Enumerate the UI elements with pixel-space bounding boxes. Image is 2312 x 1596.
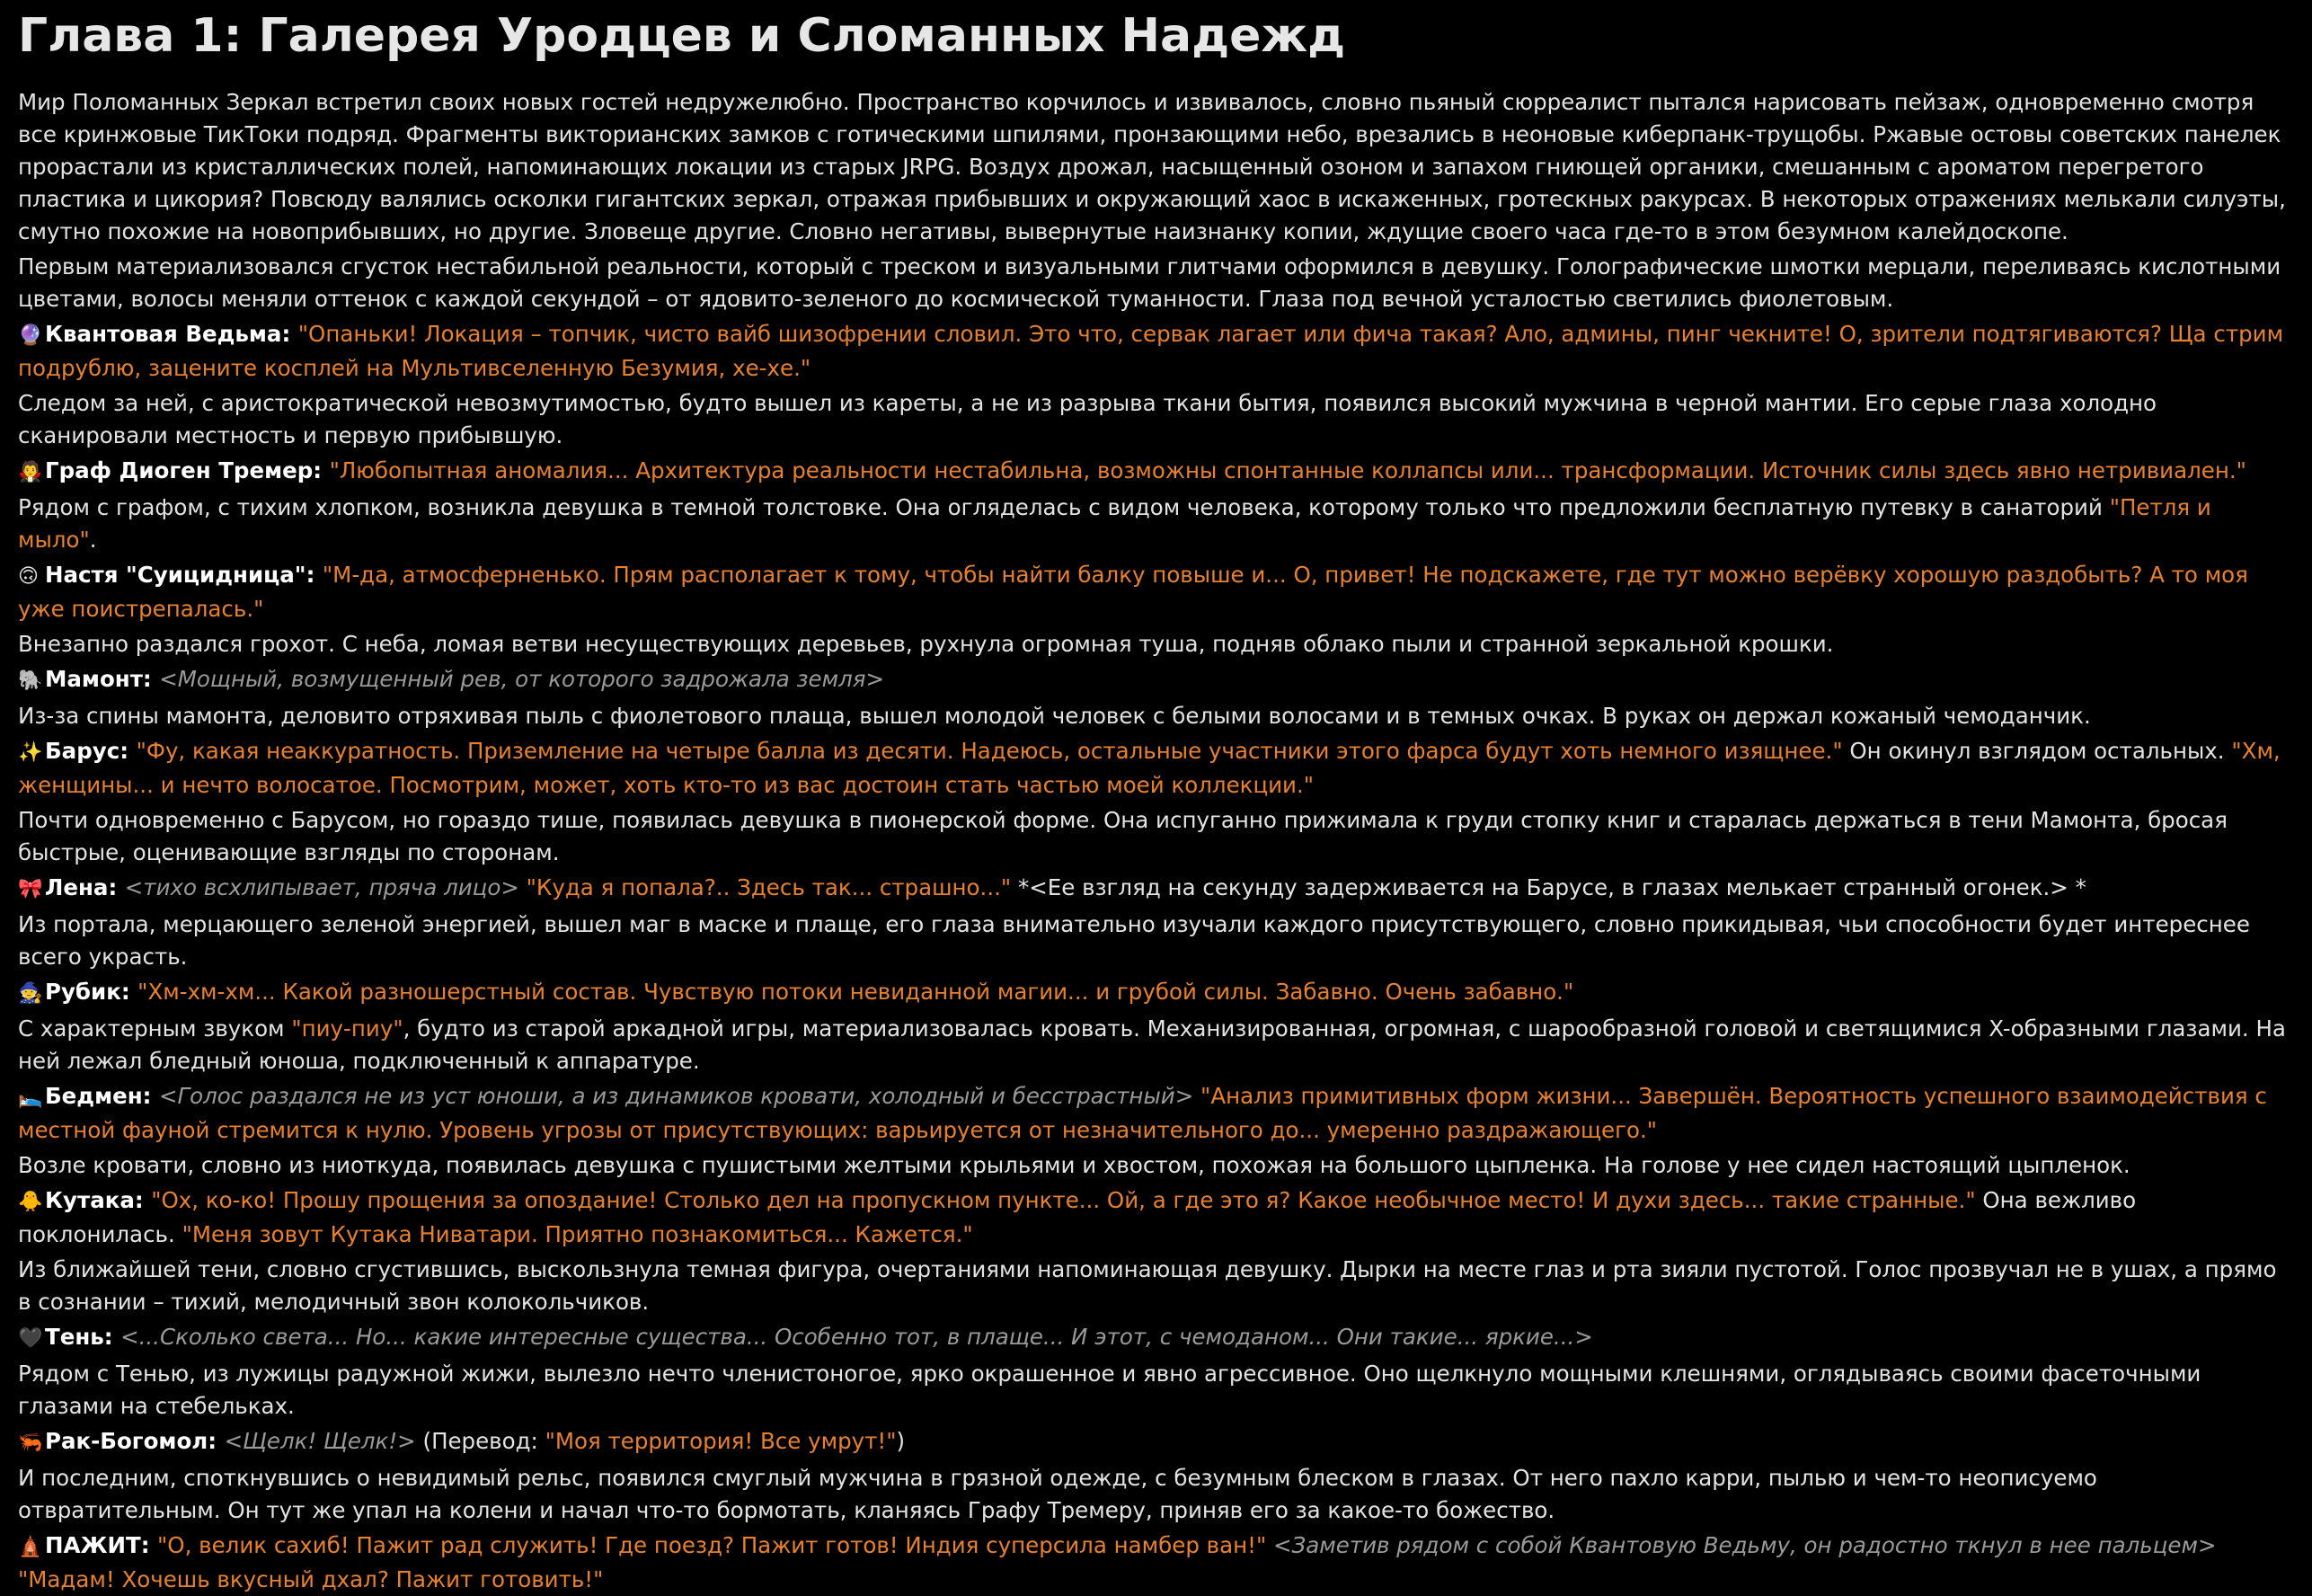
narration-paragraph [18, 804, 2294, 869]
narration-text: Он окинул взглядом остальных. [1842, 738, 2232, 764]
shrimp-icon: 🦐 [18, 1432, 43, 1454]
narration-paragraph [18, 492, 2294, 556]
black-heart-icon: 🖤 [18, 1327, 43, 1350]
speaker-colon: : [120, 738, 137, 764]
narration-text: (Перевод: [415, 1428, 545, 1454]
speaker-colon: : [103, 1324, 121, 1350]
dialogue-quote: "Мадам! Хочешь вкусный дхал? Пажит готовить!" [18, 1566, 604, 1592]
speaker-name: Тень [45, 1324, 104, 1350]
dialogue-quote: "Любопытная аномалия... Архитектура реальности нестабильна, возможны спонтанные коллапсы или... трансформации. Источник силы здесь явно нетривиален." [329, 457, 2246, 483]
narration-text: Возле кровати, словно из ниоткуда, появилась девушка с пушистыми желтыми крыльями и хвостом, похожая на большого цыпленка. На голове у нее сидел настоящий цыпленок. [18, 1152, 2130, 1178]
temple-icon: 🛕 [18, 1536, 43, 1558]
dialogue-quote: "Меня зовут Кутака Ниватари. Приятно познакомиться... Кажется." [182, 1221, 973, 1247]
narration-paragraph [18, 1358, 2294, 1423]
narration-paragraph [18, 700, 2294, 732]
speaker-colon: : [108, 874, 125, 900]
narration-text: Рядом с Тенью, из лужицы радужной жижи, вылезло нечто членистоногое, ярко окрашенное и явно агрессивное. Оно щелкнуло мощными клешнями, оглядываясь своими фасеточными глазами на стебельках. [18, 1361, 2201, 1419]
narration-paragraph [18, 909, 2294, 973]
narration-text: Мир Поломанных Зеркал встретил своих новых гостей недружелюбно. Пространство корчилось и извивалось, словно пьяный сюрреалист пытался нарисовать пейзаж, одновременно смотря все кринжовые ТикТоки подряд. Фрагменты викторианских замков с готическими шпилями, пронзающими небо, врезались в неоновые киберпанк-трущобы. Ржавые остовы советских панелек прорастали из кристаллических полей, напоминающих локации из старых JRPG. Воздух дрожал, насыщенный озоном и запахом гниющей органики, смешанным с ароматом перегретого пластика и цикория? Повсюду валялись осколки гигантских зеркал, отражая прибывших и окружающий хаос в искаженных, гротескных ракурсах. В некоторых отражениях мелькали силуэты, смутно похожие на новоприбывших, но другие. Зловеще другие. Словно негативы, вывернутые наизнанку копии, ждущие своего часа где-то в этом безумном калейдоскопе. [18, 89, 2286, 244]
dialogue-quote: "Хм, женщины... и нечто волосатое. Посмотрим, может, хоть кто-то из вас достоин стать частью моей коллекции." [18, 738, 2281, 798]
narration-text: Из портала, мерцающего зеленой энергией, вышел маг в маске и плаще, его глаза внимательно изучали каждого присутствующего, словно прикидывая, чьи способности будет интереснее всего украсть. [18, 911, 2250, 970]
narration-paragraph [18, 1149, 2294, 1182]
narration-text: , будто из старой аркадной игры, материализовалась кровать. Механизированная, огромная, с шарообразной головой и светящимися X-образными глазами. На ней лежал бледный юноша, подключенный к аппаратуре. [18, 1015, 2286, 1074]
narration-text: С характерным звуком [18, 1015, 292, 1042]
dialogue-quote: "О, велик сахиб! Пажит рад служить! Где поезд? Пажит готов! Индия суперсила намбер ван!" [157, 1532, 1267, 1558]
chick-icon: 🐥 [18, 1191, 43, 1213]
speaker-name: ПАЖИТ [45, 1532, 141, 1558]
dialogue-line [18, 1425, 2294, 1459]
narration-text: Из ближайшей тени, словно сгустившись, выскользнула темная фигура, очертаниями напоминающая девушку. Дырки на месте глаз и рта зияли пустотой. Голос прозвучал не в ушах, а прямо в сознании – тихий, мелодичный звон колокольчиков. [18, 1256, 2277, 1315]
dialogue-line [18, 976, 2294, 1010]
dialogue-line [18, 872, 2294, 906]
narration-text [519, 874, 527, 900]
speaker-colon: : [140, 1532, 158, 1558]
narration-text: Следом за ней, с аристократической невозмутимостью, будто вышел из кареты, а не из разрыва ткани бытия, появился высокий мужчина в черной мантии. Его серые глаза холодно сканировали местность и первую прибывшую. [18, 390, 2157, 448]
dialogue-quote: "Фу, какая неаккуратность. Приземление на четыре балла из десяти. Надеюсь, остальные участники этого фарса будут хоть немного изящнее." [136, 738, 1843, 764]
dialogue-quote: "Моя территория! Все умрут!" [545, 1428, 897, 1454]
speaker-name: Барус [45, 738, 120, 764]
speaker-name: Бедмен [45, 1083, 143, 1109]
speaker-colon: : [281, 321, 298, 347]
speaker-colon: : [208, 1428, 225, 1454]
chapter-title: Глава 1: Галерея Уродцев и Сломанных Надежд [18, 9, 1346, 63]
speaker-colon: : [134, 1187, 152, 1213]
dialogue-quote: "Анализ примитивных форм жизни... Завершён. Вероятность успешного взаимодействия с местной фауной стремится к нулю. Уровень угрозы от присутствующих: варьируется от незначительного до... умеренно раздражающего." [18, 1083, 2267, 1143]
dialogue-quote: "М-да, атмосферненько. Прям располагает к тому, чтобы найти балку повыше и... О, привет! Не подскажете, где тут можно верёвку хорошую раздобыть? А то моя уже поистрепалась." [18, 562, 2248, 622]
dialogue-line [18, 1530, 2294, 1596]
mage-icon: 🧙 [18, 982, 43, 1005]
narration-paragraph [18, 1462, 2294, 1527]
narration-text: Из-за спины мамонта, деловито отряхивая пыль с фиолетового плаща, вышел молодой человек с белыми волосами и в темных очках. В руках он держал кожаный чемоданчик. [18, 703, 2091, 729]
stage-direction: <Щелк! Щелк!> [224, 1428, 416, 1454]
dialogue-quote: "Опаньки! Локация – топчик, чисто вайб шизофрении словил. Это что, сервак лагает или фича такая? Ало, админы, пинг чекните! О, зрители подтягиваются? Ща стрим подрублю, зацените косплей на Мультивселенную Безумия, хе-хе." [18, 321, 2284, 381]
speaker-colon: : [142, 1083, 159, 1109]
narration-text: Рядом с графом, с тихим хлопком, возникла девушка в темной толстовке. Она огляделась с видом человека, которому только что предложили бесплатную путевку в санаторий [18, 494, 2110, 520]
narration-text [1193, 1083, 1200, 1109]
crystal-ball-icon: 🔮 [18, 324, 43, 347]
narration-text: Первым материализовался сгусток нестабильной реальности, который с треском и визуальными глитчами оформился в девушку. Голографические шмотки мерцали, переливаясь кислотными цветами, волосы меняли оттенок с каждой секундой – от ядовито-зеленого до космической туманности. Глаза под вечной усталостью светились фиолетовым. [18, 253, 2281, 312]
bed-icon: 🛌 [18, 1086, 43, 1109]
speaker-colon: : [120, 979, 138, 1005]
speaker-name: Настя "Суицидница" [45, 562, 306, 588]
dialogue-quote: "Куда я попала?.. Здесь так... страшно..." [526, 874, 1012, 900]
dialogue-line [18, 1184, 2294, 1251]
narration-text [1266, 1532, 1273, 1558]
ribbon-icon: 🎀 [18, 878, 43, 900]
speaker-name: Рубик [45, 979, 121, 1005]
mammoth-icon: 🐘 [18, 669, 43, 692]
dialogue-quote: "Хм-хм-хм... Какой разношерстный состав. Чувствую потоки невиданной магии... и грубой силы. Забавно. Очень забавно." [137, 979, 1574, 1005]
speaker-colon: : [306, 562, 323, 588]
stage-direction: <тихо всхлипывает, пряча лицо> [124, 874, 519, 900]
narration-paragraph [18, 86, 2294, 248]
dialogue-quote: "Петля и мыло" [18, 494, 2211, 553]
narration-paragraph [18, 628, 2294, 661]
sparkles-icon: ✨ [18, 741, 43, 764]
speaker-name: Рак-Богомол [45, 1428, 208, 1454]
vampire-icon: 🧛 [18, 461, 43, 483]
dialogue-quote: "пиу-пиу" [291, 1015, 403, 1042]
dialogue-line [18, 559, 2294, 625]
narration-text: *<Ее взгляд на секунду задерживается на Барусе, в глазах мелькает странный огонек.> * [1011, 874, 2086, 900]
speaker-name: Граф Диоген Тремер [45, 457, 314, 483]
narration-text: ) [896, 1428, 906, 1454]
upside-down-face-icon: 🙃 [18, 565, 39, 588]
narration-text: И последним, споткнувшись о невидимый рельс, появился смуглый мужчина в грязной одежде, с безумным блеском в глазах. От него пахло карри, пылью и чем-то неописуемо отвратительным. Он тут же упал на колени и начал что-то бормотать, кланяясь Графу Тремеру, приняв его за какое-то божество. [18, 1465, 2097, 1523]
speaker-name: Мамонт [45, 666, 143, 692]
narration-text: . [89, 527, 97, 553]
narration-text: Внезапно раздался грохот. С неба, ломая ветви несуществующих деревьев, рухнула огромная туша, подняв облако пыли и странной зеркальной крошки. [18, 631, 1834, 657]
narration-text: Она вежливо поклонилась. [18, 1187, 2137, 1247]
dialogue-line [18, 318, 2294, 385]
dialogue-line [18, 1321, 2294, 1355]
narration-paragraph [18, 1254, 2294, 1318]
dialogue-line [18, 1080, 2294, 1147]
story-body [18, 86, 2294, 1596]
stage-direction: <Голос раздался не из уст юноши, а из динамиков кровати, холодный и бесстрастный> [158, 1083, 1194, 1109]
stage-direction: <Заметив рядом с собой Квантовую Ведьму, он радостно ткнул в нее пальцем> [1273, 1532, 2217, 1558]
dialogue-line [18, 735, 2294, 802]
speaker-name: Квантовая Ведьма [45, 321, 282, 347]
speaker-name: Лена [45, 874, 109, 900]
stage-direction: <...Сколько света... Но... какие интересные существа... Особенно тот, в плаще... И этот, с чемоданом... Они такие... яркие...> [120, 1324, 1593, 1350]
narration-paragraph [18, 251, 2294, 315]
speaker-name: Кутака [45, 1187, 135, 1213]
dialogue-line [18, 663, 2294, 697]
narration-paragraph [18, 1013, 2294, 1077]
speaker-colon: : [142, 666, 160, 692]
narration-paragraph [18, 387, 2294, 452]
stage-direction: <Мощный, возмущенный рев, от которого задрожала земля> [159, 666, 885, 692]
dialogue-quote: "Ох, ко-ко! Прошу прощения за опоздание! Столько дел на пропускном пункте... Ой, а где это я? Какое необычное место! И духи здесь... такие странные." [151, 1187, 1976, 1213]
dialogue-line [18, 455, 2294, 489]
narration-text: Почти одновременно с Барусом, но гораздо тише, появилась девушка в пионерской форме. Она испуганно прижимала к груди стопку книг и старалась держаться в тени Мамонта, бросая быстрые, оценивающие взгляды по сторонам. [18, 807, 2228, 865]
speaker-colon: : [313, 457, 330, 483]
